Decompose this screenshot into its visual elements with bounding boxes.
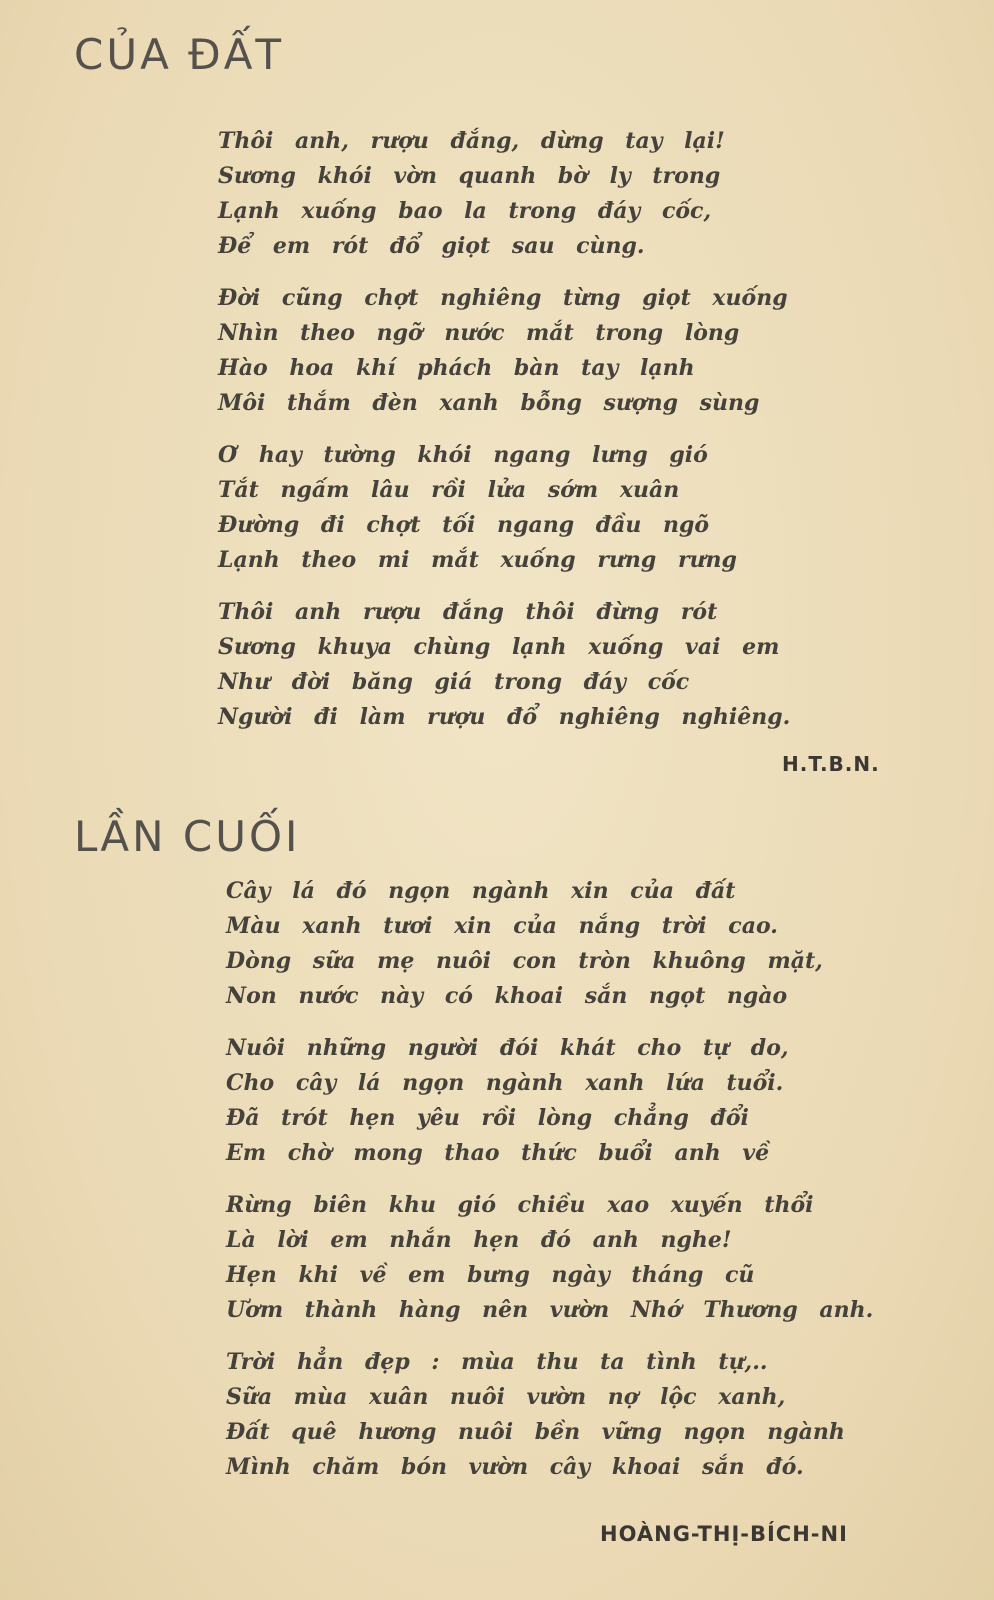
poem-line: Như đời băng giá trong đáy cốc [218,669,690,695]
poem-line: Sương khói vờn quanh bờ ly trong [218,163,721,189]
stanza [226,874,873,1014]
poem-line: Thôi anh, rượu đắng, dừng tay lại! [218,128,725,154]
poem-line: Cho cây lá ngọn ngành xanh lứa tuổi. [226,1070,784,1096]
poem-line: Để em rót đổ giọt sau cùng. [218,233,645,259]
poem-line: Nuôi những người đói khát cho tự do, [226,1035,789,1061]
poem-line: Em chờ mong thao thức buổi anh về [226,1140,770,1166]
poem-line: Là lời em nhắn hẹn đó anh nghe! [226,1227,732,1253]
stanza [218,124,790,264]
poem-line: Lạnh theo mi mắt xuống rưng rưng [218,547,737,573]
poem-line: Mình chăm bón vườn cây khoai sắn đó. [226,1454,804,1480]
poem-line: Ơ hay tường khói ngang lưng gió [218,442,708,468]
poem-line: Cây lá đó ngọn ngành xin của đất [226,878,736,904]
poem-line: Sương khuya chùng lạnh xuống vai em [218,634,780,660]
poem-line: Trời hẳn đẹp : mùa thu ta tình tự,.. [226,1349,768,1375]
poem-line: Thôi anh rượu đắng thôi đừng rót [218,599,718,625]
poem-line: Nhìn theo ngỡ nước mắt trong lòng [218,320,740,346]
poem-title: CỦA ĐẤT [74,30,285,79]
poem-line: Ươm thành hàng nên vườn Nhớ Thương anh. [226,1297,874,1323]
poem-line: Sữa mùa xuân nuôi vườn nợ lộc xanh, [226,1384,786,1410]
poem-line: Rừng biên khu gió chiều xao xuyến thổi [226,1192,814,1218]
poem-line: Đã trót hẹn yêu rồi lòng chẳng đổi [226,1105,749,1131]
poem-line: Màu xanh tươi xin của nắng trời cao. [226,913,778,939]
poem-line: Tắt ngấm lâu rồi lửa sớm xuân [218,477,680,503]
poem-line: Dòng sữa mẹ nuôi con tròn khuông mặt, [226,948,823,974]
poem-body [218,124,790,735]
stanza [226,1188,873,1328]
stanza [226,1345,873,1485]
stanza [218,438,790,578]
author-signature: H.T.B.N. [782,752,880,776]
stanza [226,1031,873,1171]
poem-line: Đường đi chợt tối ngang đầu ngõ [218,512,710,538]
poem-line: Đời cũng chợt nghiêng từng giọt xuống [218,285,788,311]
poem-line: Lạnh xuống bao la trong đáy cốc, [218,198,712,224]
stanza [218,281,790,421]
poem-line: Đất quê hương nuôi bền vững ngọn ngành [226,1419,845,1445]
stanza [218,595,790,735]
poem-line: Môi thắm đèn xanh bỗng sượng sùng [218,390,760,416]
poem-title: LẦN CUỐI [74,812,301,861]
poem-line: Người đi làm rượu đổ nghiêng nghiêng. [218,704,791,730]
author-signature: HOÀNG-THỊ-BÍCH-NI [600,1522,848,1546]
poem-body [226,874,873,1485]
poem-line: Hẹn khi về em bưng ngày tháng cũ [226,1262,755,1288]
poem-line: Hào hoa khí phách bàn tay lạnh [218,355,695,381]
poem-line: Non nước này có khoai sắn ngọt ngào [226,983,788,1009]
